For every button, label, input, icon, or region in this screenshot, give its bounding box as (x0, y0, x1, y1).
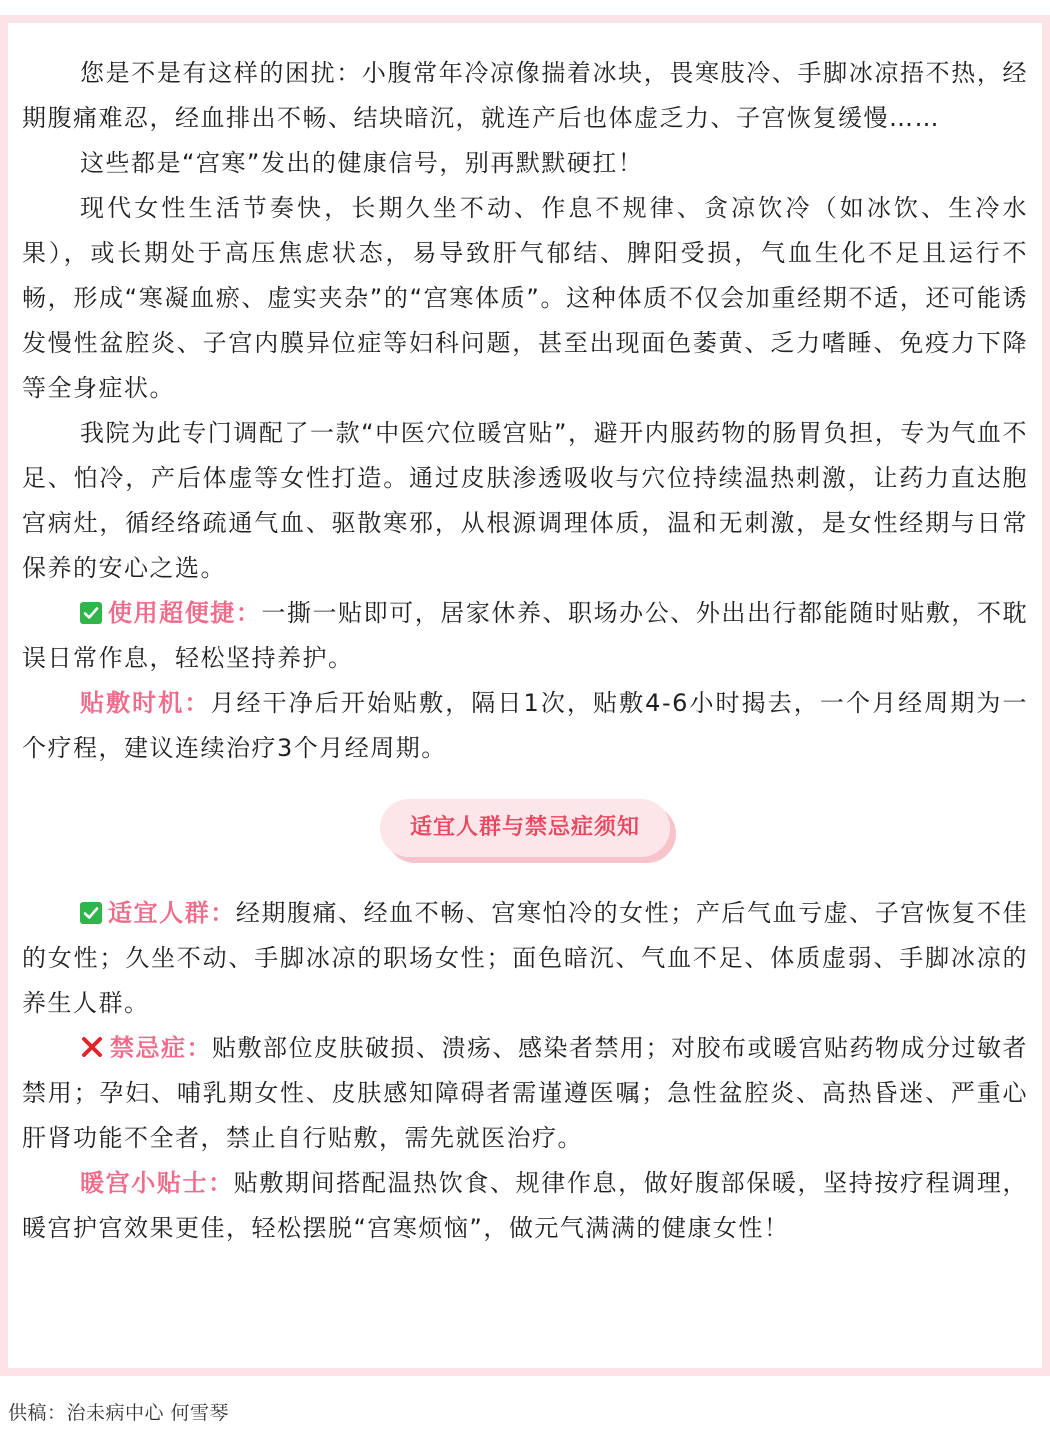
check-icon (80, 602, 102, 624)
tips-paragraph (22, 1161, 1028, 1251)
contra-label: 禁忌症： (110, 1034, 212, 1062)
suitable-paragraph (22, 891, 1028, 1026)
intro-paragraph-1: 您是不是有这样的困扰：小腹常年冷凉像揣着冰块，畏寒肢冷、手脚冰凉捂不热，经期腹痛难忍，经血排出不畅、结块暗沉，就连产后也体虚乏力、子宫恢复缓慢…… (22, 59, 1028, 132)
timing-text: 月经干净后开始贴敷，隔日1次，贴敷4-6小时揭去，一个月经周期为一个疗程，建议连续治疗3个月经周期。 (22, 689, 1029, 762)
article-content (22, 51, 1028, 1251)
tips-label: 暖宫小贴士： (80, 1169, 234, 1197)
suitable-text: 经期腹痛、经血不畅、宫寒怕冷的女性；产后气血亏虚、子宫恢复不佳的女性；久坐不动、手脚冰凉的职场女性；面色暗沉、气血不足、体质虚弱、手脚冰凉的养生人群。 (22, 899, 1029, 1017)
usage-label: 使用超便捷： (108, 599, 262, 627)
section-header (22, 799, 1028, 863)
article-frame (0, 15, 1050, 1376)
intro-paragraph-4: 我院为此专门调配了一款“中医穴位暖宫贴”，避开内服药物的肠胃负担，专为气血不足、怕冷，产后体虚等女性打造。通过皮肤渗透吸收与穴位持续温热刺激，让药力直达胞宫病灶，循经络疏通气血、驱散寒邪，从根源调理体质，温和无刺激，是女性经期与日常保养的安心之选。 (22, 419, 1028, 582)
suitable-label: 适宜人群： (108, 899, 236, 927)
check-icon (80, 902, 102, 924)
contra-text: 贴敷部位皮肤破损、溃疡、感染者禁用；对胶布或暖宫贴药物成分过敏者禁用；孕妇、哺乳期女性、皮肤感知障碍者需谨遵医嘱；急性盆腔炎、高热昏迷、严重心肝肾功能不全者，禁止自行贴敷，需先就医治疗。 (22, 1034, 1028, 1152)
tips-text: 贴敷期间搭配温热饮食、规律作息，做好腹部保暖，坚持按疗程调理，暖宫护宫效果更佳，轻松摆脱“宫寒烦恼”，做元气满满的健康女性！ (22, 1169, 1028, 1242)
intro-paragraph-3: 现代女性生活节奏快，长期久坐不动、作息不规律、贪凉饮冷（如冰饮、生冷水果），或长期处于高压焦虑状态，易导致肝气郁结、脾阳受损，气血生化不足且运行不畅，形成“寒凝血瘀、虚实夹杂”的“宫寒体质”。这种体质不仅会加重经期不适，还可能诱发慢性盆腔炎、子宫内膜异位症等妇科问题，甚至出现面色萎黄、乏力嗜睡、免疫力下降等全身症状。 (22, 194, 1028, 402)
contra-paragraph (22, 1026, 1028, 1161)
usage-text: 一撕一贴即可，居家休养、职场办公、外出出行都能随时贴敷，不耽误日常作息，轻松坚持养护。 (22, 599, 1028, 672)
author-credit: 供稿：治未病中心 何雪琴 (8, 1402, 230, 1424)
intro-paragraph-2: 这些都是“宫寒”发出的健康信号，别再默默硬扛！ (80, 149, 644, 177)
cross-icon (80, 1029, 104, 1053)
timing-label: 贴敷时机： (80, 689, 211, 717)
timing-paragraph (22, 681, 1028, 771)
usage-paragraph (22, 591, 1028, 681)
section-title: 适宜人群与禁忌症须知 (380, 799, 670, 857)
